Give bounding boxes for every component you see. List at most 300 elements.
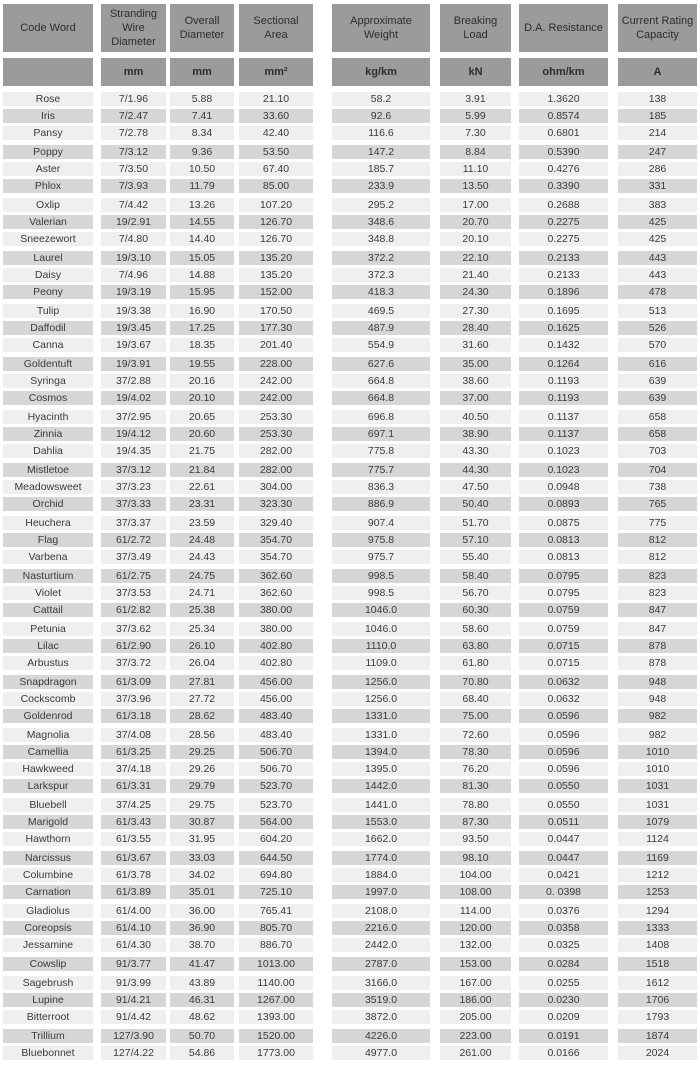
value-cell: 331 xyxy=(618,179,697,193)
value-cell: 7.41 xyxy=(170,109,234,123)
value-cell: 564.00 xyxy=(239,815,313,829)
value-cell: 0.0447 xyxy=(519,851,608,865)
value-cell: 37.00 xyxy=(440,391,511,405)
code-word-cell: Arbustus xyxy=(3,656,93,670)
value-cell: 506.70 xyxy=(239,745,313,759)
value-cell: 78.30 xyxy=(440,745,511,759)
value-cell: 28.62 xyxy=(170,709,234,723)
value-cell: 56.70 xyxy=(440,586,511,600)
value-cell: 0.1137 xyxy=(519,427,608,441)
value-cell: 0.2688 xyxy=(519,198,608,212)
value-cell: 982 xyxy=(618,728,697,742)
value-cell: 22.10 xyxy=(440,251,511,265)
value-cell: 7/1.96 xyxy=(101,92,166,106)
value-cell: 982 xyxy=(618,709,697,723)
value-cell: 37/2.95 xyxy=(101,410,166,424)
table-row xyxy=(3,533,697,547)
table-row xyxy=(3,762,697,776)
table-row xyxy=(3,639,697,653)
code-word-cell: Hawthorn xyxy=(3,832,93,846)
value-cell: 0.0596 xyxy=(519,745,608,759)
code-word-cell: Narcissus xyxy=(3,851,93,865)
value-cell: 1408 xyxy=(618,938,697,952)
value-cell: 37/4.25 xyxy=(101,798,166,812)
value-cell: 19/3.38 xyxy=(101,304,166,318)
value-cell: 998.5 xyxy=(332,569,430,583)
code-word-cell: Bluebell xyxy=(3,798,93,812)
value-cell: 0.2275 xyxy=(519,215,608,229)
value-cell: 0.0191 xyxy=(519,1029,608,1043)
value-cell: 639 xyxy=(618,374,697,388)
value-cell: 418.3 xyxy=(332,285,430,299)
table-row xyxy=(3,516,697,530)
value-cell: 0.0813 xyxy=(519,550,608,564)
value-cell: 658 xyxy=(618,410,697,424)
value-cell: 91/4.21 xyxy=(101,993,166,1007)
value-cell: 878 xyxy=(618,639,697,653)
value-cell: 91/3.77 xyxy=(101,957,166,971)
value-cell: 1662.0 xyxy=(332,832,430,846)
value-cell: 138 xyxy=(618,92,697,106)
value-cell: 282.00 xyxy=(239,444,313,458)
unit-cell: ohm/km xyxy=(519,58,608,86)
table-row xyxy=(3,1010,697,1024)
value-cell: 75.00 xyxy=(440,709,511,723)
code-word-cell: Magnolia xyxy=(3,728,93,742)
value-cell: 1253 xyxy=(618,885,697,899)
value-cell: 1394.0 xyxy=(332,745,430,759)
column-header: Sectional Area xyxy=(239,4,313,52)
value-cell: 61/3.43 xyxy=(101,815,166,829)
code-word-cell: Oxlip xyxy=(3,198,93,212)
value-cell: 775.8 xyxy=(332,444,430,458)
value-cell: 604.20 xyxy=(239,832,313,846)
value-cell: 703 xyxy=(618,444,697,458)
value-cell: 61/3.18 xyxy=(101,709,166,723)
value-cell: 61/3.67 xyxy=(101,851,166,865)
code-word-cell: Carnation xyxy=(3,885,93,899)
value-cell: 24.30 xyxy=(440,285,511,299)
value-cell: 456.00 xyxy=(239,692,313,706)
value-cell: 478 xyxy=(618,285,697,299)
unit-cell: kN xyxy=(440,58,511,86)
value-cell: 0.0255 xyxy=(519,976,608,990)
value-cell: 2442.0 xyxy=(332,938,430,952)
code-word-cell: Flag xyxy=(3,533,93,547)
value-cell: 18.35 xyxy=(170,338,234,352)
value-cell: 696.8 xyxy=(332,410,430,424)
unit-cell: mm xyxy=(101,58,166,86)
value-cell: 664.8 xyxy=(332,391,430,405)
value-cell: 58.40 xyxy=(440,569,511,583)
column-header: D.A. Resistance xyxy=(519,4,608,52)
value-cell: 114.00 xyxy=(440,904,511,918)
value-cell: 1874 xyxy=(618,1029,697,1043)
value-cell: 37/3.23 xyxy=(101,480,166,494)
value-cell: 81.30 xyxy=(440,779,511,793)
value-cell: 1773.00 xyxy=(239,1046,313,1060)
value-cell: 0.0715 xyxy=(519,656,608,670)
value-cell: 2108.0 xyxy=(332,904,430,918)
value-cell: 98.10 xyxy=(440,851,511,865)
value-cell: 228.00 xyxy=(239,357,313,371)
value-cell: 261.00 xyxy=(440,1046,511,1060)
value-cell: 15.05 xyxy=(170,251,234,265)
value-cell: 44.30 xyxy=(440,463,511,477)
table-row xyxy=(3,374,697,388)
value-cell: 13.26 xyxy=(170,198,234,212)
value-cell: 21.75 xyxy=(170,444,234,458)
code-word-cell: Aster xyxy=(3,162,93,176)
table-row xyxy=(3,92,697,106)
value-cell: 0.6801 xyxy=(519,126,608,140)
value-cell: 253.30 xyxy=(239,410,313,424)
value-cell: 616 xyxy=(618,357,697,371)
table-row xyxy=(3,444,697,458)
value-cell: 47.50 xyxy=(440,480,511,494)
code-word-cell: Cosmos xyxy=(3,391,93,405)
value-cell: 19/3.45 xyxy=(101,321,166,335)
value-cell: 9.36 xyxy=(170,145,234,159)
table-row xyxy=(3,268,697,282)
code-word-cell: Hyacinth xyxy=(3,410,93,424)
value-cell: 506.70 xyxy=(239,762,313,776)
value-cell: 152.00 xyxy=(239,285,313,299)
value-cell: 37/4.18 xyxy=(101,762,166,776)
value-cell: 0.0325 xyxy=(519,938,608,952)
table-row xyxy=(3,976,697,990)
value-cell: 0.0715 xyxy=(519,639,608,653)
value-cell: 72.60 xyxy=(440,728,511,742)
value-cell: 185 xyxy=(618,109,697,123)
value-cell: 380.00 xyxy=(239,603,313,617)
value-cell: 33.60 xyxy=(239,109,313,123)
value-cell: 37/3.49 xyxy=(101,550,166,564)
value-cell: 57.10 xyxy=(440,533,511,547)
value-cell: 443 xyxy=(618,268,697,282)
value-cell: 78.80 xyxy=(440,798,511,812)
value-cell: 664.8 xyxy=(332,374,430,388)
value-cell: 20.10 xyxy=(440,232,511,246)
table-row xyxy=(3,427,697,441)
value-cell: 41.47 xyxy=(170,957,234,971)
value-cell: 1774.0 xyxy=(332,851,430,865)
value-cell: 0.0358 xyxy=(519,921,608,935)
value-cell: 38.70 xyxy=(170,938,234,952)
value-cell: 61/2.75 xyxy=(101,569,166,583)
value-cell: 19.55 xyxy=(170,357,234,371)
table-row xyxy=(3,709,697,723)
value-cell: 1393.00 xyxy=(239,1010,313,1024)
value-cell: 1333 xyxy=(618,921,697,935)
value-cell: 7/4.96 xyxy=(101,268,166,282)
code-word-cell: Trillium xyxy=(3,1029,93,1043)
value-cell: 1520.00 xyxy=(239,1029,313,1043)
value-cell: 37/2.88 xyxy=(101,374,166,388)
value-cell: 46.31 xyxy=(170,993,234,1007)
value-cell: 61/3.55 xyxy=(101,832,166,846)
value-cell: 704 xyxy=(618,463,697,477)
value-cell: 0.0550 xyxy=(519,798,608,812)
table-row xyxy=(3,815,697,829)
value-cell: 21.10 xyxy=(239,92,313,106)
table-row xyxy=(3,798,697,812)
column-header: Overall Diameter xyxy=(170,4,234,52)
table-header-row xyxy=(3,4,697,52)
value-cell: 7/2.78 xyxy=(101,126,166,140)
value-cell: 19/3.10 xyxy=(101,251,166,265)
table-row xyxy=(3,993,697,1007)
table-row xyxy=(3,692,697,706)
code-word-cell: Varbena xyxy=(3,550,93,564)
value-cell: 8.84 xyxy=(440,145,511,159)
code-word-cell: Pansy xyxy=(3,126,93,140)
column-header: Code Word xyxy=(3,4,93,52)
value-cell: 35.00 xyxy=(440,357,511,371)
code-word-cell: Gladiolus xyxy=(3,904,93,918)
value-cell: 37/3.53 xyxy=(101,586,166,600)
value-cell: 2024 xyxy=(618,1046,697,1060)
value-cell: 19/4.35 xyxy=(101,444,166,458)
value-cell: 0.1193 xyxy=(519,374,608,388)
value-cell: 40.50 xyxy=(440,410,511,424)
code-word-cell: Lupine xyxy=(3,993,93,1007)
value-cell: 348.8 xyxy=(332,232,430,246)
value-cell: 362.60 xyxy=(239,569,313,583)
table-row xyxy=(3,656,697,670)
table-row xyxy=(3,321,697,335)
value-cell: 1079 xyxy=(618,815,697,829)
value-cell: 63.80 xyxy=(440,639,511,653)
value-cell: 135.20 xyxy=(239,268,313,282)
value-cell: 354.70 xyxy=(239,550,313,564)
value-cell: 1706 xyxy=(618,993,697,1007)
code-word-cell: Snapdragon xyxy=(3,675,93,689)
value-cell: 5.88 xyxy=(170,92,234,106)
value-cell: 24.48 xyxy=(170,533,234,547)
value-cell: 19/3.67 xyxy=(101,338,166,352)
value-cell: 523.70 xyxy=(239,798,313,812)
value-cell: 61/4.30 xyxy=(101,938,166,952)
value-cell: 0.0447 xyxy=(519,832,608,846)
value-cell: 1997.0 xyxy=(332,885,430,899)
value-cell: 0.0596 xyxy=(519,762,608,776)
value-cell: 186.00 xyxy=(440,993,511,1007)
table-row xyxy=(3,497,697,511)
table-row xyxy=(3,145,697,159)
value-cell: 348.6 xyxy=(332,215,430,229)
value-cell: 68.40 xyxy=(440,692,511,706)
value-cell: 1010 xyxy=(618,745,697,759)
value-cell: 127/4.22 xyxy=(101,1046,166,1060)
code-word-cell: Heuchera xyxy=(3,516,93,530)
value-cell: 847 xyxy=(618,622,697,636)
value-cell: 19/3.19 xyxy=(101,285,166,299)
value-cell: 456.00 xyxy=(239,675,313,689)
value-cell: 31.95 xyxy=(170,832,234,846)
value-cell: 61/3.25 xyxy=(101,745,166,759)
value-cell: 0. 0398 xyxy=(519,885,608,899)
code-word-cell: Rose xyxy=(3,92,93,106)
value-cell: 975.7 xyxy=(332,550,430,564)
value-cell: 29.79 xyxy=(170,779,234,793)
table-row xyxy=(3,832,697,846)
value-cell: 50.40 xyxy=(440,497,511,511)
code-word-cell: Hawkweed xyxy=(3,762,93,776)
value-cell: 0.2133 xyxy=(519,268,608,282)
value-cell: 36.00 xyxy=(170,904,234,918)
table-row xyxy=(3,745,697,759)
value-cell: 425 xyxy=(618,232,697,246)
value-cell: 61/4.00 xyxy=(101,904,166,918)
value-cell: 0.0759 xyxy=(519,622,608,636)
table-row xyxy=(3,1046,697,1060)
value-cell: 1441.0 xyxy=(332,798,430,812)
value-cell: 1518 xyxy=(618,957,697,971)
value-cell: 21.40 xyxy=(440,268,511,282)
value-cell: 627.6 xyxy=(332,357,430,371)
value-cell: 37/3.96 xyxy=(101,692,166,706)
value-cell: 126.70 xyxy=(239,215,313,229)
value-cell: 35.01 xyxy=(170,885,234,899)
value-cell: 0.0511 xyxy=(519,815,608,829)
table-row xyxy=(3,179,697,193)
value-cell: 694.80 xyxy=(239,868,313,882)
value-cell: 53.50 xyxy=(239,145,313,159)
value-cell: 24.43 xyxy=(170,550,234,564)
table-units-row xyxy=(3,58,697,86)
value-cell: 28.40 xyxy=(440,321,511,335)
value-cell: 19/3.91 xyxy=(101,357,166,371)
value-cell: 0.1023 xyxy=(519,444,608,458)
table-row xyxy=(3,391,697,405)
value-cell: 223.00 xyxy=(440,1029,511,1043)
value-cell: 286 xyxy=(618,162,697,176)
value-cell: 61/2.90 xyxy=(101,639,166,653)
value-cell: 0.5390 xyxy=(519,145,608,159)
column-header: Breaking Load xyxy=(440,4,511,52)
value-cell: 61/3.89 xyxy=(101,885,166,899)
value-cell: 775.7 xyxy=(332,463,430,477)
value-cell: 3.91 xyxy=(440,92,511,106)
value-cell: 0.1432 xyxy=(519,338,608,352)
value-cell: 14.88 xyxy=(170,268,234,282)
value-cell: 1031 xyxy=(618,798,697,812)
table-row xyxy=(3,938,697,952)
value-cell: 91/4.42 xyxy=(101,1010,166,1024)
value-cell: 242.00 xyxy=(239,391,313,405)
value-cell: 20.65 xyxy=(170,410,234,424)
value-cell: 0.0230 xyxy=(519,993,608,1007)
code-word-cell: Zinnia xyxy=(3,427,93,441)
value-cell: 823 xyxy=(618,569,697,583)
code-word-cell: Bitterroot xyxy=(3,1010,93,1024)
value-cell: 93.50 xyxy=(440,832,511,846)
value-cell: 85.00 xyxy=(239,179,313,193)
value-cell: 7/2.47 xyxy=(101,109,166,123)
value-cell: 383 xyxy=(618,198,697,212)
value-cell: 14.55 xyxy=(170,215,234,229)
value-cell: 1256.0 xyxy=(332,675,430,689)
value-cell: 738 xyxy=(618,480,697,494)
value-cell: 26.04 xyxy=(170,656,234,670)
value-cell: 8.34 xyxy=(170,126,234,140)
value-cell: 0.8574 xyxy=(519,109,608,123)
unit-cell: mm xyxy=(170,58,234,86)
value-cell: 61/3.78 xyxy=(101,868,166,882)
value-cell: 27.81 xyxy=(170,675,234,689)
value-cell: 0.0550 xyxy=(519,779,608,793)
value-cell: 1331.0 xyxy=(332,709,430,723)
value-cell: 33.03 xyxy=(170,851,234,865)
value-cell: 0.0795 xyxy=(519,569,608,583)
value-cell: 0.1695 xyxy=(519,304,608,318)
table-row xyxy=(3,463,697,477)
value-cell: 1612 xyxy=(618,976,697,990)
code-word-cell: Columbine xyxy=(3,868,93,882)
value-cell: 11.79 xyxy=(170,179,234,193)
value-cell: 20.10 xyxy=(170,391,234,405)
value-cell: 0.0421 xyxy=(519,868,608,882)
value-cell: 214 xyxy=(618,126,697,140)
code-word-cell: Valerian xyxy=(3,215,93,229)
value-cell: 7/3.12 xyxy=(101,145,166,159)
value-cell: 0.1193 xyxy=(519,391,608,405)
value-cell: 1294 xyxy=(618,904,697,918)
table-row xyxy=(3,126,697,140)
table-row xyxy=(3,109,697,123)
value-cell: 1553.0 xyxy=(332,815,430,829)
value-cell: 3519.0 xyxy=(332,993,430,1007)
value-cell: 380.00 xyxy=(239,622,313,636)
table-row xyxy=(3,779,697,793)
value-cell: 1331.0 xyxy=(332,728,430,742)
value-cell: 1124 xyxy=(618,832,697,846)
value-cell: 0.0795 xyxy=(519,586,608,600)
value-cell: 30.87 xyxy=(170,815,234,829)
value-cell: 25.38 xyxy=(170,603,234,617)
column-header: Current Rating Capacity xyxy=(618,4,697,52)
column-header: Approximate Weight xyxy=(332,4,430,52)
column-header: Stranding Wire Diameter xyxy=(101,4,166,52)
value-cell: 28.56 xyxy=(170,728,234,742)
table-row xyxy=(3,232,697,246)
value-cell: 242.00 xyxy=(239,374,313,388)
value-cell: 1256.0 xyxy=(332,692,430,706)
code-word-cell: Orchid xyxy=(3,497,93,511)
value-cell: 247 xyxy=(618,145,697,159)
table-row xyxy=(3,904,697,918)
value-cell: 21.84 xyxy=(170,463,234,477)
value-cell: 765.41 xyxy=(239,904,313,918)
value-cell: 38.90 xyxy=(440,427,511,441)
value-cell: 0.0632 xyxy=(519,675,608,689)
value-cell: 43.30 xyxy=(440,444,511,458)
value-cell: 17.25 xyxy=(170,321,234,335)
value-cell: 823 xyxy=(618,586,697,600)
code-word-cell: Marigold xyxy=(3,815,93,829)
code-word-cell: Mistletoe xyxy=(3,463,93,477)
unit-cell: A xyxy=(618,58,697,86)
value-cell: 7/3.50 xyxy=(101,162,166,176)
table-row xyxy=(3,215,697,229)
value-cell: 725.10 xyxy=(239,885,313,899)
value-cell: 170.50 xyxy=(239,304,313,318)
table-row xyxy=(3,868,697,882)
value-cell: 483.40 xyxy=(239,709,313,723)
value-cell: 61/3.31 xyxy=(101,779,166,793)
value-cell: 61.80 xyxy=(440,656,511,670)
